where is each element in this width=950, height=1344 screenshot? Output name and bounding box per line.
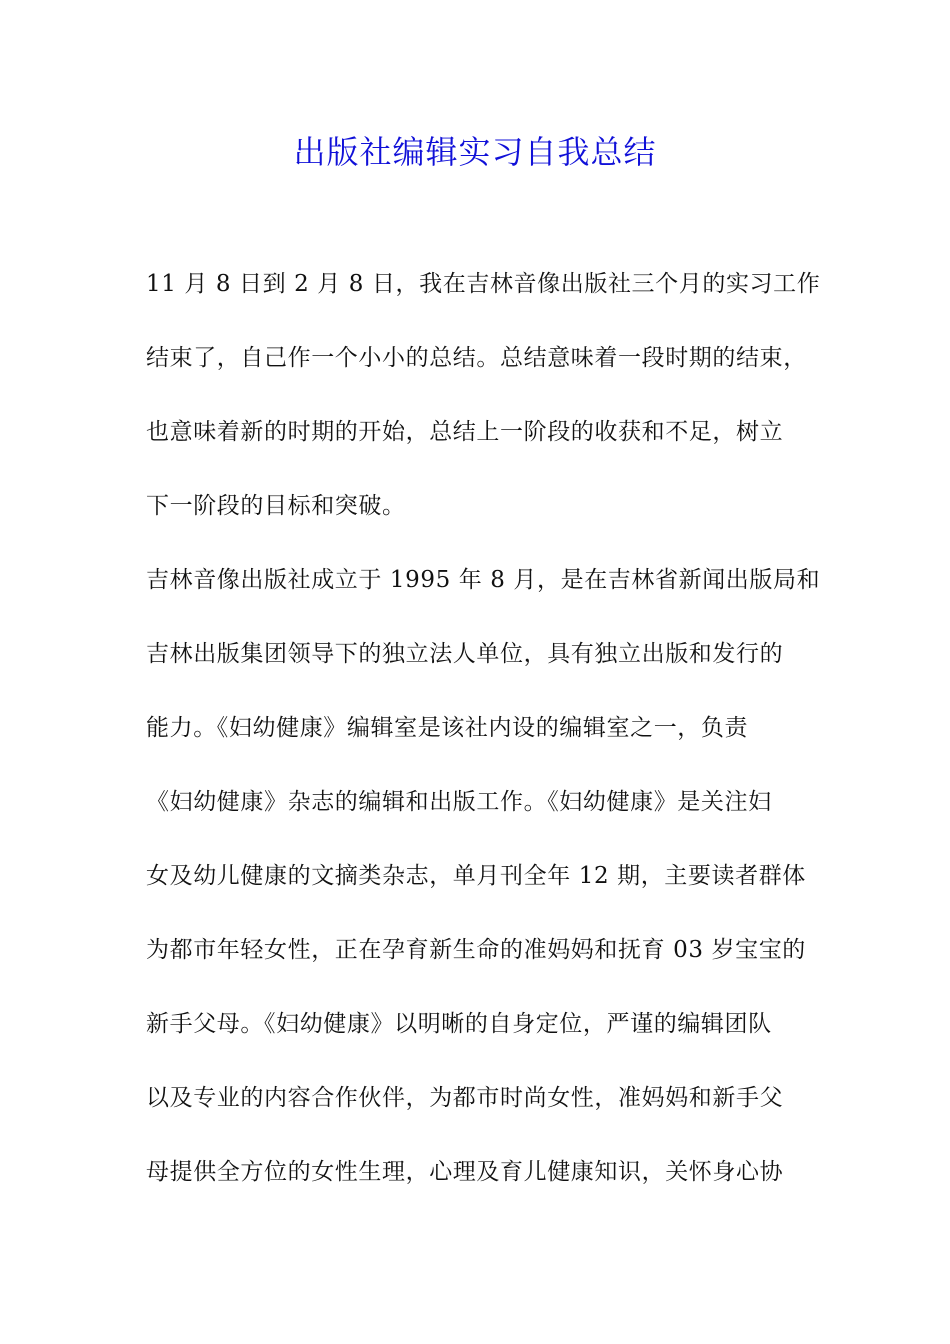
body-line-7: 能力。《妇幼健康》编辑室是该社内设的编辑室之一，负责 [146,715,749,741]
body-line-11: 新手父母。《妇幼健康》以明晰的自身定位，严谨的编辑团队 [146,1011,772,1037]
body-line-10: 为都市年轻女性，正在孕育新生命的准妈妈和抚育 03 岁宝宝的 [146,937,806,963]
body-line-1: 11 月 8 日到 2 月 8 日，我在吉林音像出版社三个月的实习工作 [146,271,821,297]
body-line-9: 女及幼儿健康的文摘类杂志，单月刊全年 12 期，主要读者群体 [146,863,806,889]
body-line-4: 下一阶段的目标和突破。 [146,493,406,519]
body-line-6: 吉林出版集团领导下的独立法人单位，具有独立出版和发行的 [146,641,784,667]
document-body [146,262,821,1224]
body-line-5: 吉林音像出版社成立于 1995 年 8 月，是在吉林省新闻出版局和 [146,567,821,593]
body-line-13: 母提供全方位的女性生理，心理及育儿健康知识，关怀身心协 [146,1159,784,1185]
body-line-3: 也意味着新的时期的开始，总结上一阶段的收获和不足，树立 [146,419,784,445]
body-line-8: 《妇幼健康》杂志的编辑和出版工作。《妇幼健康》是关注妇 [146,789,772,815]
document-title: 出版社编辑实习自我总结 [293,133,657,171]
body-line-12: 以及专业的内容合作伙伴，为都市时尚女性，准妈妈和新手父 [146,1085,784,1111]
body-line-2: 结束了，自己作一个小小的总结。总结意味着一段时期的结束， [146,345,807,371]
